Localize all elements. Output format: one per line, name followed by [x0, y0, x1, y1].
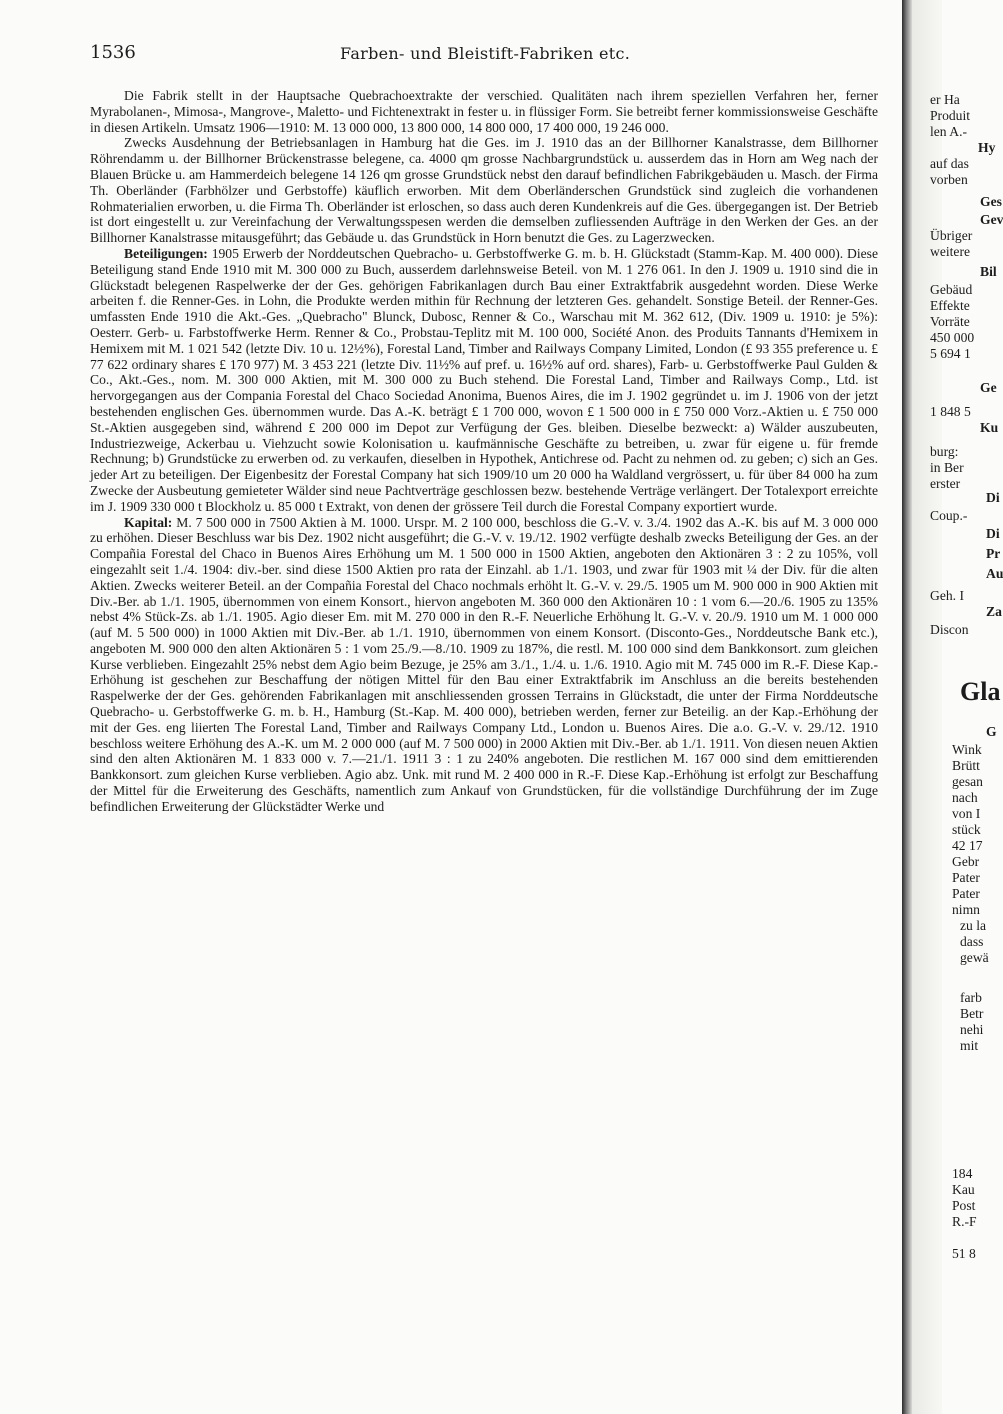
- fragment-line: Ges: [980, 194, 1002, 209]
- running-header: Farben- und Bleistift-Fabriken etc.: [340, 44, 631, 63]
- beteiligungen-text: 1905 Erwerb der Norddeutschen Quebracho- u. Gerbstoffwerke G. m. b. H. Glückstadt (Stamm-Kap. M. 400 000). Diese Beteiligung stand Ende 1910 mit M. 300 000 zu Buch, ausserdem darlehnsweise Beteil. von M. 1 276 061. In den J. 1909 u. 1910 sind die in Glückstadt belegenen Raspelwerke der der Ges. gehörigen Fabrikanlagen durch Bau einer Extraktfabrik ausgedehnt worden. Diese Werke arbeiten f. die Renner-Ges. in Lohn, die Produkte werden mithin für Rechnung der letzteren Ges. gehandelt. Sonstige Beteil. der Renner-Ges. umfassten Ende 1910 die Akt.-Ges. „Quebracho" Blunck, Dubosc, Renner & Co., Warschau mit M. 362 612, (Div. 1909 u. 1910: je 5%): Oesterr. Gerb- u. Farbstoffwerke Herm. Renner & Co., Probstau-Teplitz mit M. 100 000, Société Anon. des Produits Tannants d'Hemixem in Hemixem mit M. 1 021 542 (letzte Div. 10 u. 12½%), Forestal Land, Timber and Railways Company Limited, London (£ 93 355 preference u. £ 77 622 ordinary shares £ 170 977) M. 3 453 221 (letzte Div. 11½% auf pref. u. 16½% auf ord. shares), Farb- u. Gerbstoffwerke Paul Gulden & Co., Akt.-Ges., nom. M. 300 000 Aktien, mit M. 300 000 zu Buch stehend. Die Forestal Land, Timber and Railways Comp., Ltd. ist hervorgegangen aus der Compania Forestal del Chaco Sociedad Anonima, Buenos Aires, die im J. 1902 gegründet u. im J. 1906 von der jetzt bestehenden englischen Ges. übernommen wurde. Das A.-K. beträgt £ 1 700 000, wovon £ 1 500 000 in £ 750 000 Vorz.-Aktien u. £ 750 000 St.-Aktien ausgegeben sind, während £ 200 000 im Depot zur Verfügung der Ges. bleiben. Dieselbe bezweckt: a) Wälder auszubeuten, Industriezweige, Ackerbau u. Viehzucht sowie Kolonisation u. kaufmännische Geschäfte zu betreiben, u. zwar für eigene u. für fremde Rechnung; b) Grundstücke zu erwerben od. zu verkaufen, dieselben in Hypothek, Antichrese od. Pacht zu nehmen od. zu geben; c) sich an Ges. jeder Art zu beteiligen. Der Eigenbesitz der Forestal Company hat sich 1909/10 um 20 000 ha Waldland vergrössert, u. für über 84 000 ha zum Zwecke der Ausbeutung gemieteter Wälder sind neue Pachtverträge geschlossen bezw. bestehende Verträge verlängert. Der Totalexport erreichte im J. 1909 330 000 t Blockholz u. 85 000 t Extrakt, von denen der grössere Teil durch die Forestal Company exportiert wurde.: [90, 245, 878, 514]
- fragment-line: Brütt: [952, 758, 980, 773]
- fragment-line: Wink: [952, 742, 982, 757]
- fragment-line: burg:: [930, 444, 959, 459]
- fragment-line: Pr: [986, 546, 1001, 561]
- fragment-line: in Ber: [930, 460, 964, 475]
- fragment-line: Di: [986, 490, 1000, 505]
- paragraph-kapital: [90, 515, 878, 815]
- fragment-line: Hy: [978, 140, 996, 155]
- fragment-line: weitere: [930, 244, 970, 259]
- fragment-line: 450 000: [930, 330, 975, 345]
- fragment-line: dass: [960, 934, 984, 949]
- fragment-line: Au: [986, 566, 1003, 581]
- fragment-line: Vorräte: [930, 314, 970, 329]
- paragraph-beteiligungen: [90, 246, 878, 515]
- fragment-line: 51 8: [952, 1246, 976, 1261]
- fragment-line: farb: [960, 990, 982, 1005]
- fragment-line: len A.-: [930, 124, 967, 139]
- book-gutter: [902, 0, 912, 1414]
- fragment-line: Di: [986, 526, 1000, 541]
- fragment-line: Za: [986, 604, 1002, 619]
- paragraph-products: Die Fabrik stellt in der Hauptsache Quebrachoextrakte der verschied. Qualitäten nach ihrem speziellen Verfahren her, ferner Myrabolanen-, Mimosa-, Mangrove-, Maletto- und Fichtenextrakt in fester u. in flüssiger Form. Sie betreibt ferner kommissionsweise Geschäfte in diesen Artikeln. Umsatz 1906—1910: M. 13 000 000, 13 800 000, 14 800 000, 17 400 000, 19 246 000.: [90, 88, 878, 135]
- fragment-line: Pater: [952, 886, 980, 901]
- fragment-line: G: [986, 724, 997, 739]
- main-text-column: [90, 88, 878, 815]
- fragment-line: Produit: [930, 108, 971, 123]
- fragment-line: R.-F: [952, 1214, 977, 1229]
- fragment-line: gewä: [960, 950, 989, 965]
- fragment-line: vorben: [930, 172, 968, 187]
- fragment-line: nimn: [952, 902, 980, 917]
- fragment-line: 5 694 1: [930, 346, 971, 361]
- fragment-line: von I: [952, 806, 981, 821]
- fragment-line: Gev: [980, 212, 1003, 227]
- fragment-line: 1 848 5: [930, 404, 971, 419]
- paragraph-expansion: Zwecks Ausdehnung der Betriebsanlagen in Hamburg hat die Ges. im J. 1910 das an der Billhorner Kanalstrasse, dem Billhorner Röhrendamm u. der Billhorner Brückenstrasse belegene, ca. 4000 qm grosse Nachbargrundstück u. ausserdem das in Horn am Weg nach der Blauen Brücke u. am Hammerdeich belegene 14 126 qm grosse Grundstück nebst den darauf befindlichen Fabrikgebäuden u. Masch. der Firma Th. Oberländer (Farbhölzer und Gerbstoffe) käuflich erworben. Mit dem Oberländerschen Grundstück sind zugleich die vorhandenen Rohmaterialien erworben, u. die Firma Th. Oberländer ist erloschen, so dass auch deren Kundenkreis auf die Ges. übergegangen ist. Der Betrieb ist dort eingestellt u. zur Vereinfachung der Verwaltungsspesen werden die demselben zufliessenden Aufträge in den Werken der Ges. an der Billhorner Kanalstrasse mitausgeführt; das Gebäude u. das Grundstück in Horn benutzt die Ges. zu Lagerzwecken.: [90, 135, 878, 246]
- fragment-line: erster: [930, 476, 961, 491]
- fragment-line: gesan: [952, 774, 983, 789]
- section-label-beteiligungen: Beteiligungen:: [124, 245, 208, 261]
- fragment-heading: Gla: [960, 677, 1001, 706]
- fragment-line: Gebäud: [930, 282, 973, 297]
- fragment-line: Discon: [930, 622, 969, 637]
- adjacent-page-fragment: [930, 0, 1003, 1414]
- fragment-line: nehi: [960, 1022, 984, 1037]
- section-label-kapital: Kapital:: [124, 514, 173, 530]
- page-number: 1536: [90, 42, 136, 63]
- fragment-line: Post: [952, 1198, 976, 1213]
- fragment-line: er Ha: [930, 92, 960, 107]
- fragment-line: zu la: [960, 918, 987, 933]
- fragment-line: Ku: [980, 420, 999, 435]
- fragment-line: Geh. I: [930, 588, 964, 603]
- fragment-line: Übriger: [930, 228, 973, 243]
- fragment-line: Kau: [952, 1182, 975, 1197]
- fragment-line: auf das: [930, 156, 969, 171]
- fragment-line: Gebr: [952, 854, 980, 869]
- fragment-line: Bil: [980, 264, 997, 279]
- fragment-line: 184: [952, 1166, 973, 1181]
- fragment-line: Betr: [960, 1006, 984, 1021]
- fragment-line: Coup.-: [930, 508, 968, 523]
- fragment-line: stück: [952, 822, 981, 837]
- kapital-text: M. 7 500 000 in 7500 Aktien à M. 1000. Urspr. M. 2 100 000, beschloss die G.-V. v. 3./4. 1902 das A.-K. bis auf M. 3 000 000 zu erhöhen. Dieser Beschluss war bis Dez. 1902 nicht ausgeführt; die G.-V. v. 19./12. 1902 verfügte deshalb zwecks Beteiligung der Ges. an der Compañia Forestal del Chaco in Buenos Aires Erhöhung um M. 1 500 000 in 1500 Aktien, angeboten den Aktionären 3 : 2 zu 105%, voll eingezahlt seit 1./4. 1904: div.-ber. sind diese 1500 Aktien pro rata der Einzahl. ab 1./1. 1903, und zwar für 1903 mit ¼ der Div. für die alten Aktien. Zwecks weiterer Beteil. an der Compañia Forestal del Chaco nochmals erhöht lt. G.-V. v. 29./5. 1905 um M. 900 000 in 900 Aktien mit Div.-Ber. ab 1./1. 1905, übernommen von einem Konsort., hiervon angeboten M. 360 000 den Aktionären 10 : 1 vom 6.—20./6. 1905 zu 135% nebst 4% Stück-Zs. ab 1./1. 1905. Agio dieser Em. mit M. 270 000 in den R.-F. Neuerliche Erhöhung lt. G.-V. v. 20./9. 1910 um M. 1 000 000 (auf M. 5 500 000) in 1000 Aktien mit Div.-Ber. ab 1./1. 1910, übernommen von einem Konsort. (Disconto-Ges., Norddeutsche Bank etc.), angeboten M. 900 000 den alten Aktionären 5 : 1 vom 25./9.—8./10. 1909 zu 187%, die restl. M. 100 000 sind dem Bankkonsort. zum gleichen Kurse verblieben. Eingezahlt 25% nebst dem Agio beim Bezuge, je 25% am 3./1., 1./4. u. 1./6. 1910. Agio mit M. 745 000 im R.-F. Diese Kap.-Erhöhung ist geschehen zur Beschaffung der nötigen Mittel für den Bau einer Extraktfabrik im Anschluss an die bereits bestehenden Raspelwerke der der Ges. gehörenden Fabrikanlagen mit anschliessenden grossen Terrains in Glückstadt, die unter der Firma Norddeutsche Quebracho- u. Gerbstoffwerke G. m. b. H., Hamburg (St.-Kap. M. 400 000), betrieben werden, ferner zur Beteilig. an der Kap.-Erhöhung der mit der Ges. eng liierten The Forestal Land, Timber and Railways Company Ltd., London u. Buenos Aires. Die a.o. G.-V. v. 29./12. 1910 beschloss weitere Erhöhung des A.-K. um M. 2 000 000 (auf M. 7 500 000) in 2000 Aktien mit Div.-Ber. ab 1./1. 1911. Von diesen neuen Aktien sind den alten Aktionären M. 1 833 000 v. 7.—21./1. 1911 3 : 1 zu 240% angeboten. Die restlichen M. 167 000 sind dem emittierenden Bankkonsort. zum gleichen Kurse verblieben. Agio abz. Unk. mit rund M. 2 400 000 in R.-F. Diese Kap.-Erhöhung ist erfolgt zur Beschaffung der Mittel für die Erweiterung des Geschäfts, namentlich zum Ankauf von Grundstücken, für die vollständige Durchführung der im Zuge befindlichen Erweiterung der Glückstädter Werke und: [90, 514, 878, 814]
- fragment-line: Pater: [952, 870, 980, 885]
- fragment-line: 42 17: [952, 838, 983, 853]
- fragment-line: Effekte: [930, 298, 970, 313]
- fragment-line: mit: [960, 1038, 979, 1053]
- fragment-line: nach: [952, 790, 978, 805]
- fragment-line: Ge: [980, 380, 997, 395]
